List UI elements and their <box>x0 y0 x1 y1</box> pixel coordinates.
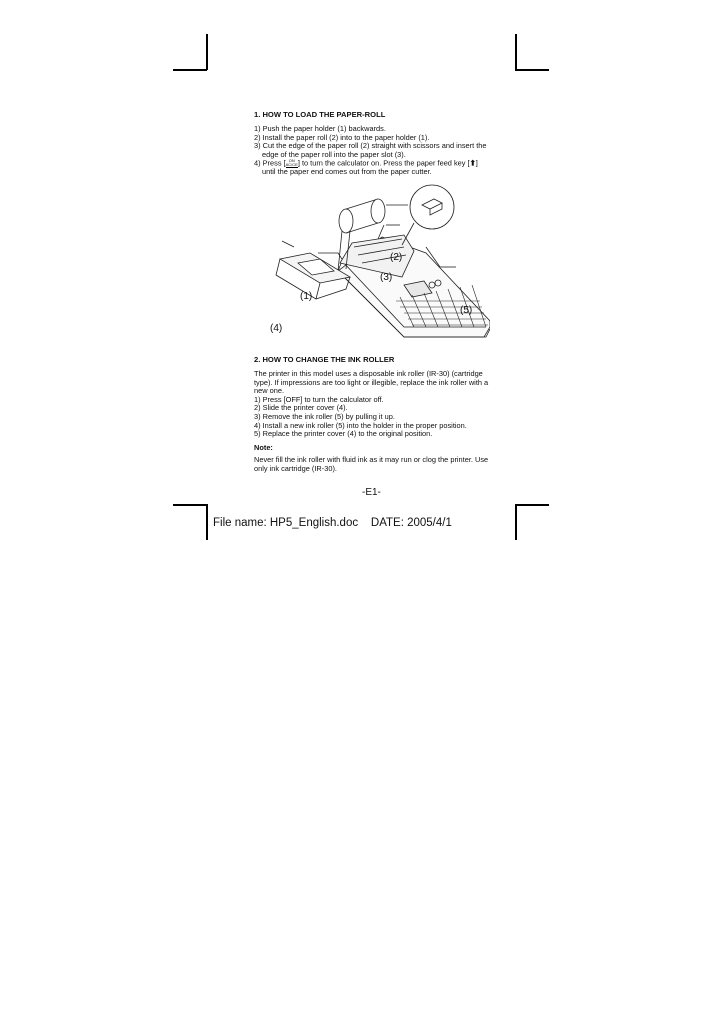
crop-mark-top-left-vertical <box>206 34 208 70</box>
crop-mark-top-right-vertical <box>515 34 517 70</box>
paper-feed-arrow-icon: ⬆ <box>469 158 476 168</box>
section-2-intro: The printer in this model uses a disposable ink roller (IR-30) (cartridge type). If impressions are too light or illegible, replace the ink roller with a new one. <box>254 369 489 396</box>
ink-step-4: 4) Install a new ink roller (5) into the holder in the proper position. <box>254 420 467 430</box>
crop-mark-bottom-left-horizontal <box>173 504 207 506</box>
section-1-title: 1. HOW TO LOAD THE PAPER-ROLL <box>254 110 386 119</box>
callout-2: (2) <box>390 252 403 264</box>
crop-mark-bottom-right-vertical <box>515 504 517 540</box>
calculator-illustration <box>254 181 490 341</box>
step-4-text-c: ] <box>475 158 478 168</box>
step-1-text: 1) Push the paper holder (1) backwards. <box>254 124 386 133</box>
ink-step-1: 1) Press [OFF] to turn the calculator off. <box>254 394 384 404</box>
ink-step-5: 5) Replace the printer cover (4) to the original position. <box>254 429 433 439</box>
calculator-drawing <box>254 181 490 341</box>
callout-4: (4) <box>270 323 283 335</box>
crop-mark-top-right-horizontal <box>515 69 549 71</box>
crop-mark-bottom-left-vertical <box>206 504 208 540</box>
note-title: Note: <box>254 442 273 452</box>
crop-mark-bottom-right-horizontal <box>515 504 549 506</box>
key-top-label: ON <box>288 158 295 164</box>
step-4-text-a: 4) Press [ <box>254 158 286 168</box>
section-1-steps <box>254 125 490 177</box>
page-number: -E1- <box>362 487 381 498</box>
section-2-steps <box>254 396 490 439</box>
step-4 <box>254 159 490 177</box>
crop-mark-top-left-horizontal <box>173 69 207 71</box>
key-bottom-label: AC/CE <box>285 162 298 168</box>
section-2-title: 2. HOW TO CHANGE THE INK ROLLER <box>254 355 395 365</box>
step-4-continuation: until the paper end comes out from the paper cutter. <box>262 167 432 177</box>
step-2-text: 2) Install the paper roll (2) into to the paper holder (1). <box>254 132 430 142</box>
ink-step-2: 2) Slide the printer cover (4). <box>254 403 348 413</box>
file-footer: File name: HP5_English.doc DATE: 2005/4/1 <box>213 517 452 529</box>
callout-5: (5) <box>460 305 473 317</box>
ink-step-3: 3) Remove the ink roller (5) by pulling it up. <box>254 411 395 421</box>
step-3-text: 3) Cut the edge of the paper roll (2) straight with scissors and insert the <box>254 141 487 151</box>
step-3-continuation: edge of the paper roll into the paper slot (3). <box>262 149 406 159</box>
step-3 <box>254 142 490 159</box>
note-text: Never fill the ink roller with fluid ink as it may run or clog the printer. Use only ink cartridge (IR-30). <box>254 455 489 473</box>
callout-1: (1) <box>300 291 313 303</box>
callout-3: (3) <box>380 272 393 284</box>
step-4-text-b: ] to turn the calculator on. Press the paper feed key [ <box>297 158 470 168</box>
manual-content <box>254 110 490 474</box>
